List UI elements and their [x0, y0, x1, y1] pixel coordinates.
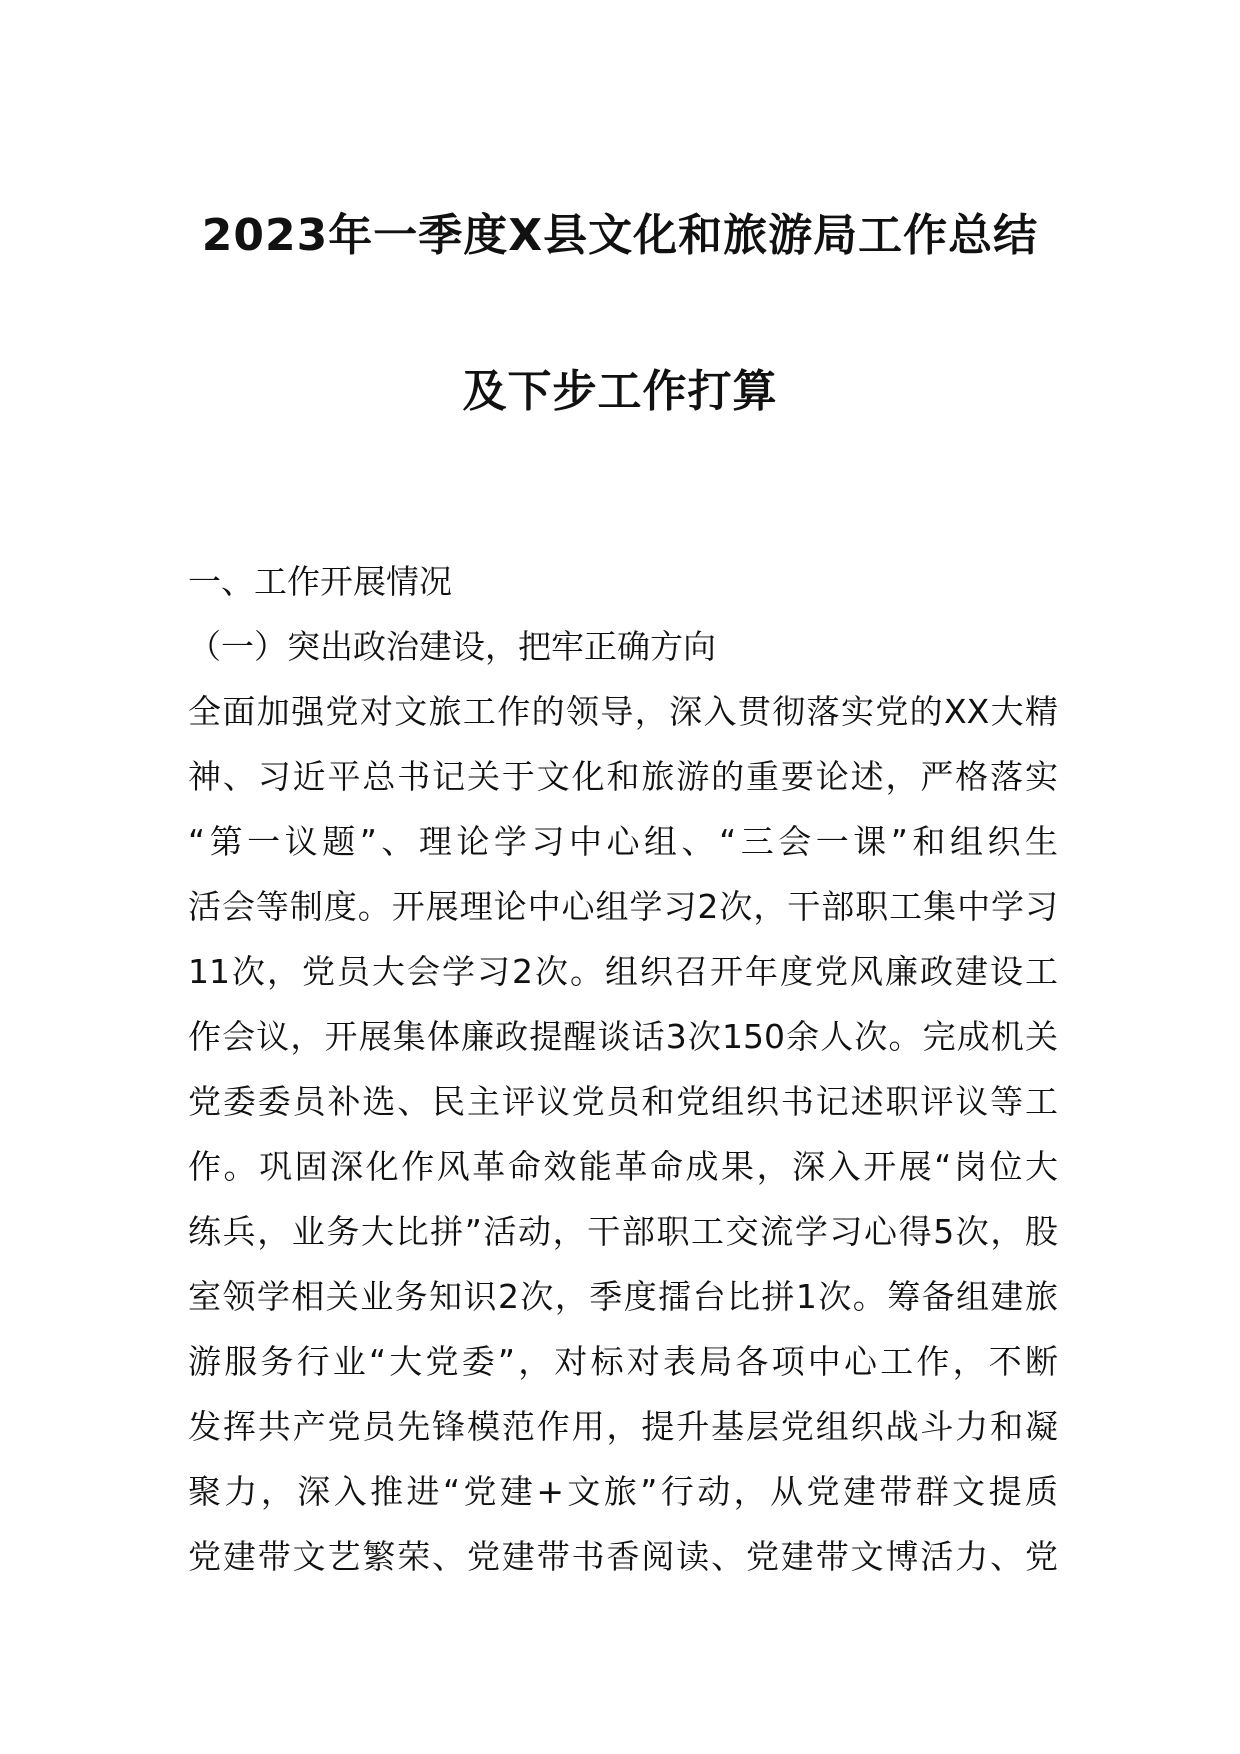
paragraph-line: 练兵，业务大比拼”活动，干部职工交流学习心得5次，股 — [188, 1212, 1058, 1251]
paragraph-line: 全面加强党对文旅工作的领导，深入贯彻落实党的XX大精 — [188, 692, 1058, 731]
paragraph-line: 党建带文艺繁荣、党建带书香阅读、党建带文博活力、党 — [188, 1537, 1058, 1576]
body-paragraph — [188, 679, 1058, 1589]
paragraph-line: 发挥共产党员先锋模范作用，提升基层党组织战斗力和凝 — [188, 1407, 1058, 1446]
paragraph-line: 11次，党员大会学习2次。组织召开年度党风廉政建设工 — [188, 952, 1058, 991]
paragraph-line: “第一议题”、理论学习中心组、“三会一课”和组织生 — [188, 822, 1058, 861]
document-body — [188, 549, 1058, 1589]
paragraph-line: 作。巩固深化作风革命效能革命成果，深入开展“岗位大 — [188, 1147, 1058, 1186]
document-title-line-2: 及下步工作打算 — [462, 366, 778, 417]
paragraph-line: 游服务行业“大党委”，对标对表局各项中心工作，不断 — [188, 1342, 1058, 1381]
document-title-line-1: 2023年一季度X县文化和旅游局工作总结 — [201, 210, 1039, 261]
paragraph-line: 神、习近平总书记关于文化和旅游的重要论述，严格落实 — [188, 757, 1058, 796]
paragraph-line: 活会等制度。开展理论中心组学习2次，干部职工集中学习 — [188, 887, 1058, 926]
section-heading: 一、工作开展情况 — [188, 562, 452, 601]
paragraph-line: 聚力，深入推进“党建+文旅”行动，从党建带群文提质 — [188, 1472, 1058, 1511]
paragraph-line: 室领学相关业务知识2次，季度擂台比拼1次。筹备组建旅 — [188, 1277, 1058, 1316]
paragraph-line: 作会议，开展集体廉政提醒谈话3次150余人次。完成机关 — [188, 1017, 1058, 1056]
paragraph-line: 党委委员补选、民主评议党员和党组织书记述职评议等工 — [188, 1082, 1058, 1121]
subsection-heading: （一）突出政治建设，把牢正确方向 — [188, 627, 716, 666]
